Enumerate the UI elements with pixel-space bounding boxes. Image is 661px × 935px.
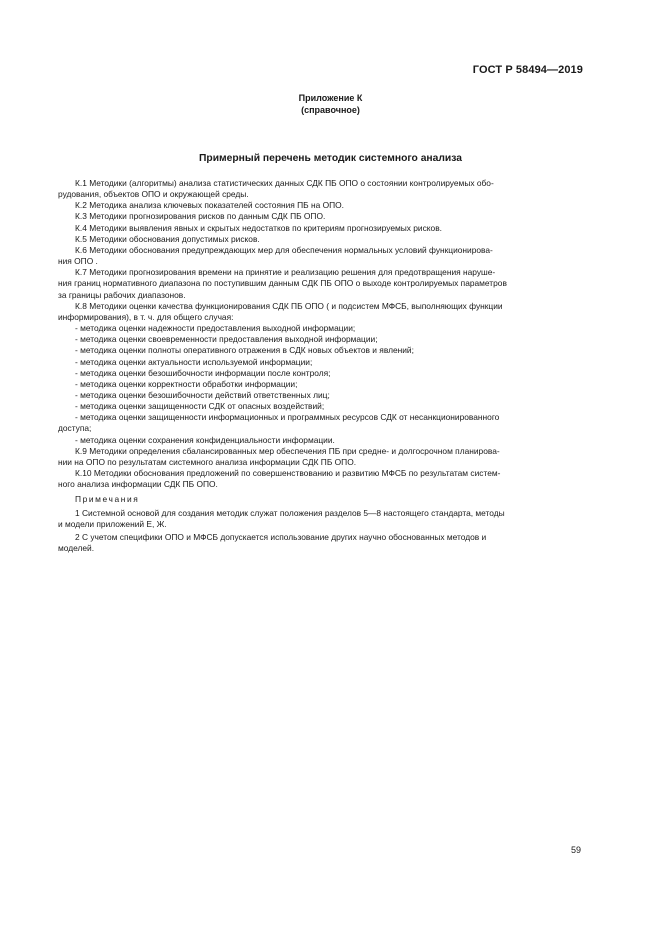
text-line: - методика оценки безошибочности информации после контроля; <box>75 367 331 378</box>
text-line: - методика оценки корректности обработки информации; <box>75 378 298 389</box>
text-line: ного анализа информации СДК ПБ ОПО. <box>58 479 218 490</box>
text-line: К.10 Методики обоснования предложений по совершенствованию и развитию МФСБ по результатам систем- <box>75 468 501 479</box>
text-line: К.1 Методики (алгоритмы) анализа статистических данных СДК ПБ ОПО о состоянии контролируемых обо- <box>75 178 494 188</box>
text-line: нии на ОПО по результатам системного анализа информации СДК ПБ ОПО. <box>58 456 357 467</box>
annex-title: Приложение К <box>298 93 363 103</box>
annex-heading <box>0 92 661 116</box>
text-line: К.8 Методики оценки качества функционирования СДК ПБ ОПО ( и подсистем МФСБ, выполняющих функции <box>75 300 503 311</box>
text-line: - методика оценки защищенности СДК от опасных воздействий; <box>75 401 325 412</box>
text-line: К.4 Методики выявления явных и скрытых недостатков по критериям прогнозируемых рисков. <box>75 222 442 233</box>
note-2-line-2: моделей. <box>58 543 95 553</box>
text-line: К.9 Методики определения сбалансированных мер обеспечения ПБ при средне- и долгосрочном планирова- <box>75 445 500 456</box>
annex-subtitle: (справочное) <box>301 105 360 115</box>
text-line: - методика оценки полноты оперативного отражения в СДК новых объектов и явлений; <box>75 345 414 356</box>
text-line: - методика оценки безошибочности действий ответственных лиц; <box>75 389 330 400</box>
text-line: К.6 Методики обоснования предупреждающих мер для обеспечения нормальных условий функционирова- <box>75 244 493 255</box>
paragraph-list <box>58 178 583 490</box>
text-line: за границы рабочих диапазонов. <box>58 289 186 300</box>
text-line: ния границ нормативного диапазона по поступившим данным СДК ПБ ОПО о выходе контролируемых параметров <box>58 278 507 289</box>
notes-heading: Примечания <box>75 494 140 505</box>
document-body <box>58 178 583 554</box>
page-number: 59 <box>570 845 581 855</box>
text-line: - методика оценки надежности предоставления выходной информации; <box>75 323 356 334</box>
text-line: - методика оценки защищенности информационных и программных ресурсов СДК от несанкционированного <box>75 412 500 423</box>
standard-code: ГОСТ Р 58494—2019 <box>472 64 583 76</box>
note-1-line-2: и модели приложений Е, Ж. <box>58 518 167 529</box>
text-line: доступа; <box>58 423 92 434</box>
note-1-line-1: 1 Системной основой для создания методик служат положения разделов 5—8 настоящего стандарта, методы <box>75 507 505 518</box>
text-line: К.7 Методики прогнозирования времени на принятие и реализацию решения для предотвращения наруше- <box>75 267 496 278</box>
text-line: рудования, объектов ОПО и окружающей среды. <box>58 189 249 200</box>
page-title: Примерный перечень методик системного анализа <box>199 153 462 164</box>
text-line: К.2 Методика анализа ключевых показателей состояния ПБ на ОПО. <box>75 200 344 211</box>
text-line: информирования), в т. ч. для общего случая: <box>58 311 234 322</box>
text-line: К.5 Методики обоснования допустимых рисков. <box>75 233 260 244</box>
text-line: - методика оценки сохранения конфиденциальности информации. <box>75 434 335 445</box>
text-line: - методика оценки своевременности предоставления выходной информации; <box>75 334 378 345</box>
note-2-line-1: 2 С учетом специфики ОПО и МФСБ допускается использование других научно обоснованных методов и <box>75 531 487 542</box>
text-line: К.3 Методики прогнозирования рисков по данным СДК ПБ ОПО. <box>75 211 326 222</box>
text-line: - методика оценки актуальности используемой информации; <box>75 356 313 367</box>
text-line: ния ОПО . <box>58 256 98 267</box>
